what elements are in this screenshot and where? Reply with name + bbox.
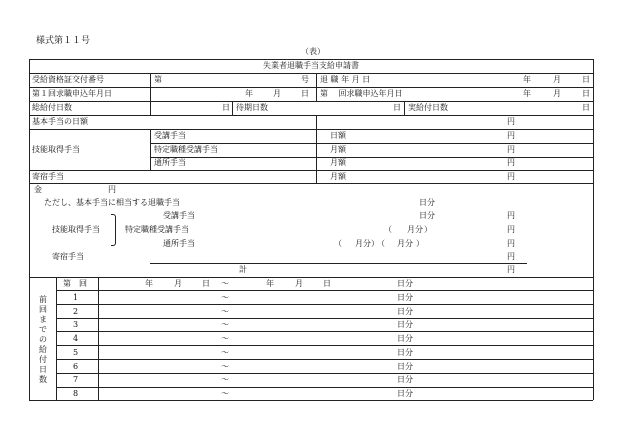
skill-row-amount-label: 月額	[330, 145, 346, 154]
history-row-number: 4	[73, 334, 79, 343]
history-row-days-unit: 日分	[397, 348, 413, 357]
boarding-amount-label: 月額	[330, 172, 346, 181]
history-row-number: 8	[73, 389, 79, 398]
skill-row-yen: 円	[507, 145, 515, 154]
history-row-days-unit: 日分	[397, 293, 413, 302]
first-request-day-unit: 日	[301, 89, 309, 98]
history-row-days-unit: 日分	[397, 334, 413, 343]
history-row-number: 2	[73, 307, 79, 316]
actual-paid-days-unit: 日	[582, 103, 590, 112]
amount-line-days-unit: 日分	[419, 211, 435, 220]
history-vertical-label: 前回までの給付日数	[39, 295, 47, 384]
amount-line-label: 通所手当	[163, 239, 195, 248]
history-month-unit: 月	[295, 279, 303, 288]
history-row-days-unit: 日分	[397, 375, 413, 384]
waiting-days-label: 待期日数	[236, 103, 268, 112]
form-title: 失業者退職手当支給申請書	[263, 61, 359, 70]
history-row-number: 6	[73, 362, 79, 371]
history-tilde: 〜	[221, 279, 229, 288]
nth-request-label: 第 回求職申込年月日	[320, 89, 403, 98]
side-label: （表）	[301, 47, 325, 56]
retirement-year-unit: 年	[523, 75, 531, 84]
brace-icon	[111, 214, 116, 246]
history-row-number: 3	[73, 320, 79, 329]
first-request-label: 第１回求職申込年月日	[32, 89, 112, 98]
total-label: 計	[239, 265, 247, 274]
history-year-unit: 年	[145, 279, 153, 288]
amount-boarding-yen: 円	[507, 252, 515, 261]
proviso-days-unit: 日分	[419, 198, 435, 207]
first-request-year-unit: 年	[245, 89, 253, 98]
basic-allowance-yen: 円	[507, 117, 515, 126]
history-row-number: 5	[73, 348, 79, 357]
history-row-tilde: 〜	[221, 293, 229, 302]
history-row-days-unit: 日分	[397, 362, 413, 371]
amount-label: 金	[34, 185, 42, 194]
amount-line-month-unit: 月分	[407, 225, 423, 234]
cert-number-label: 受給資格証交付番号	[32, 75, 104, 84]
cert-number-prefix: 第	[154, 75, 162, 84]
boarding-label: 寄宿手当	[32, 172, 64, 181]
close-paren: ）	[371, 239, 379, 248]
retirement-day-unit: 日	[582, 75, 590, 84]
amount-line-month-unit: 月分	[397, 239, 413, 248]
history-row-tilde: 〜	[221, 307, 229, 316]
amount-line-yen: 円	[507, 239, 515, 248]
open-paren: （	[384, 225, 392, 234]
basic-allowance-label: 基本手当の日額	[32, 117, 88, 126]
history-day-unit: 日	[202, 279, 210, 288]
skill-row-amount-label: 日額	[330, 131, 346, 140]
nth-request-year-unit: 年	[523, 89, 531, 98]
history-row-days-unit: 日分	[397, 320, 413, 329]
nth-request-month-unit: 月	[553, 89, 561, 98]
history-row-tilde: 〜	[221, 348, 229, 357]
history-row-tilde: 〜	[221, 375, 229, 384]
close-paren: ）	[424, 225, 432, 234]
skill-allowance-label: 技能取得手当	[32, 145, 80, 154]
amount-line-yen: 円	[507, 225, 515, 234]
total-paid-days-unit: 日	[222, 103, 230, 112]
history-row-tilde: 〜	[221, 389, 229, 398]
retirement-month-unit: 月	[553, 75, 561, 84]
history-month-unit: 月	[174, 279, 182, 288]
history-row-number: 7	[73, 375, 79, 384]
history-column-label: 第 回	[63, 279, 87, 288]
history-row-days-unit: 日分	[397, 389, 413, 398]
history-row-days-unit: 日分	[397, 307, 413, 316]
skill-row-name: 受講手当	[154, 131, 186, 140]
amount-yen: 円	[108, 185, 116, 194]
amount-line-yen: 円	[507, 211, 515, 220]
nth-request-day-unit: 日	[582, 89, 590, 98]
history-year-unit: 年	[266, 279, 274, 288]
total-paid-days-label: 総給付日数	[32, 103, 72, 112]
cert-number-suffix: 号	[301, 75, 309, 84]
skill-row-yen: 円	[507, 158, 515, 167]
history-row-number: 1	[73, 293, 79, 302]
total-yen: 円	[507, 265, 515, 274]
first-request-month-unit: 月	[273, 89, 281, 98]
skill-row-amount-label: 月額	[330, 158, 346, 167]
amount-skill-label: 技能取得手当	[52, 225, 100, 234]
history-day-unit: 日	[323, 279, 331, 288]
history-row-tilde: 〜	[221, 334, 229, 343]
amount-boarding-label: 寄宿手当	[52, 252, 84, 261]
open-paren: （	[377, 239, 385, 248]
waiting-days-unit: 日	[393, 103, 401, 112]
history-row-tilde: 〜	[221, 362, 229, 371]
history-days-unit: 日分	[397, 279, 413, 288]
actual-paid-days-label: 実給付日数	[408, 103, 448, 112]
history-row-tilde: 〜	[221, 320, 229, 329]
boarding-yen: 円	[507, 172, 515, 181]
amount-line-month-unit: 月分	[355, 239, 371, 248]
skill-row-yen: 円	[507, 131, 515, 140]
proviso-text: ただし、基本手当に相当する退職手当	[44, 198, 180, 207]
amount-line-label: 受講手当	[163, 211, 195, 220]
open-paren: （	[334, 239, 342, 248]
skill-row-name: 通所手当	[154, 158, 186, 167]
skill-row-name: 特定職種受講手当	[154, 145, 218, 154]
amount-line-label: 特定職種受講手当	[125, 225, 189, 234]
close-paren: ）	[416, 239, 424, 248]
retirement-date-label: 退 職 年 月 日	[320, 75, 371, 84]
form-number: 様式第１１号	[36, 36, 91, 46]
